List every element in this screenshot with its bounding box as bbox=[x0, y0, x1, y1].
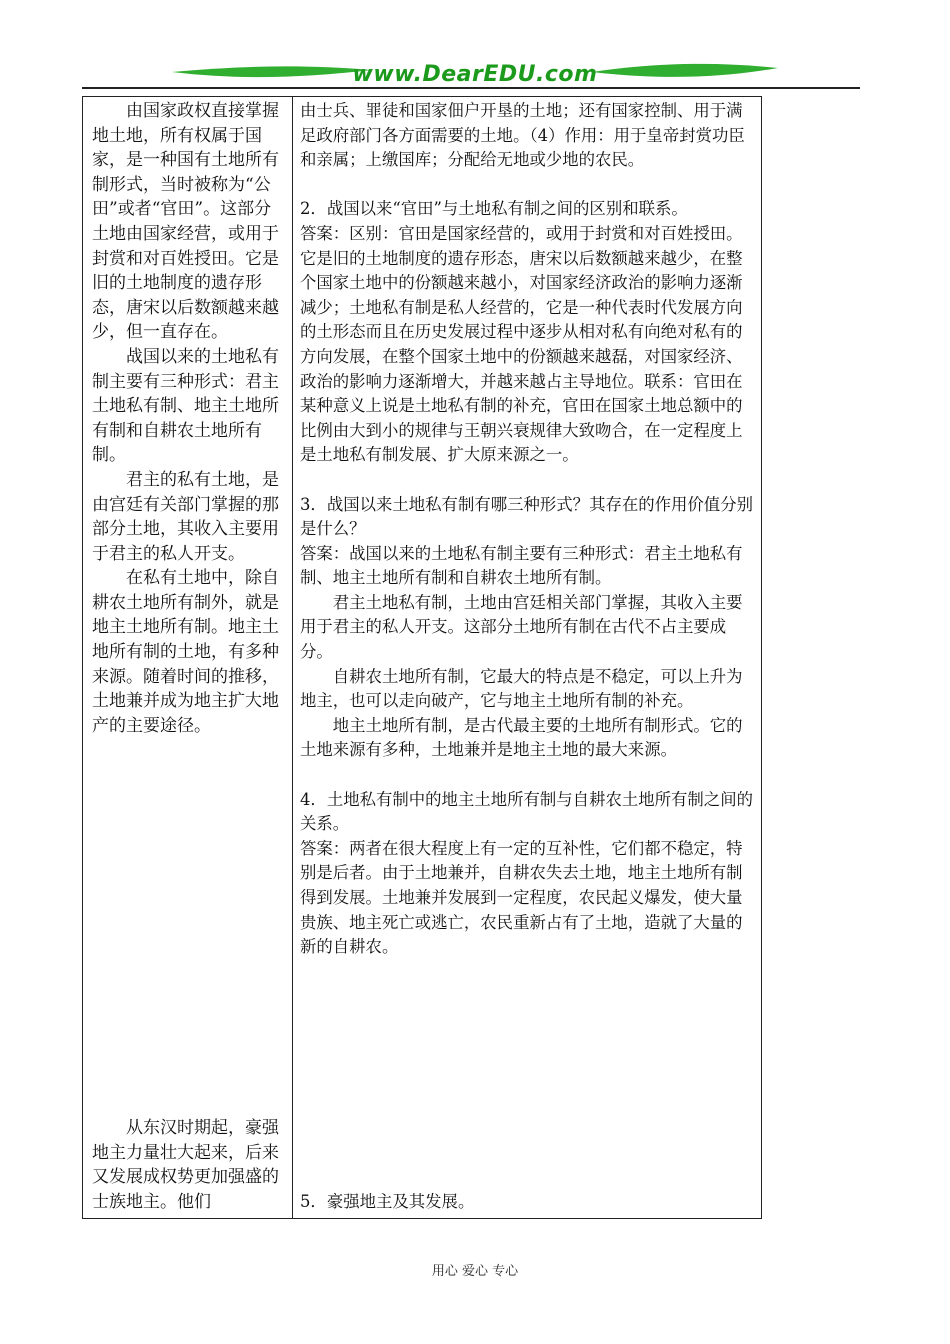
answer-3-para-2: 自耕农土地所有制，它最大的特点是不稳定，可以上升为地主，也可以走向破产，它与地主土地所有制的补充。 bbox=[300, 666, 743, 711]
answer-continuation: 由士兵、罪徒和国家佃户开垦的土地；还有国家控制、用于满足政府部门各方面需要的土地。（4）作用：用于皇帝封赏功臣和亲属；上缴国库；分配给无地或少地的农民。 bbox=[300, 101, 745, 170]
page-footer: 用心 爱心 专心 bbox=[431, 1264, 519, 1279]
question-2: 2．战国以来“官田”与土地私有制之间的区别和联系。 bbox=[300, 199, 688, 219]
answer-3-para-1: 君主土地私有制，土地由宫廷相关部门掌握，其收入主要用于君主的私人开支。这部分土地所有制在古代不占主要成分。 bbox=[300, 592, 743, 662]
header-rule bbox=[82, 87, 860, 89]
left-paragraph-1: 由国家政权直接掌握地土地，所有权属于国家，是一种国有土地所有制形式，当时被称为“公田”或者“官田”。这部分土地由国家经营，或用于封赏和对百姓授田。它是旧的土地制度的遗存形态，唐宋以后数额越来越少，但一直存在。 bbox=[92, 101, 279, 343]
right-bottom bbox=[300, 1190, 758, 1215]
left-paragraph-2: 战国以来的土地私有制主要有三种形式：君主土地私有制、地主土地所有制和自耕农土地所有制。 bbox=[92, 346, 279, 466]
page-header bbox=[0, 0, 950, 100]
left-paragraph-4: 在私有土地中，除自耕农土地所有制外，就是地主土地所有制。地主土地所有制的土地，有多种来源。随着时间的推移，土地兼并成为地主扩大地产的主要途径。 bbox=[92, 568, 279, 736]
question-4: 4．土地私有制中的地主土地所有制与自耕农土地所有制之间的关系。 bbox=[300, 789, 753, 834]
left-paragraph-5: 从东汉时期起，豪强地主力量壮大起来，后来又发展成权势更加强盛的士族地主。他们 bbox=[92, 1118, 279, 1212]
question-5: 5．豪强地主及其发展。 bbox=[300, 1192, 475, 1211]
left-column bbox=[92, 99, 285, 738]
left-bottom-paragraph bbox=[92, 1116, 285, 1214]
answer-3-para-3: 地主土地所有制，是古代最主要的土地所有制形式。它的土地来源有多种，土地兼并是地主土地的最大来源。 bbox=[300, 715, 743, 760]
answer-2: 答案：区别：官田是国家经营的，或用于封赏和对百姓授田。它是旧的土地制度的遗存形态，唐宋以后数额越来越少，在整个国家土地中的份额越来越小，对国家经济政治的影响力逐渐减少；土地私有制是私人经营的，它是一种代表时代发展方向的土形态而且在历史发展过程中逐步从相对私有向绝对私有的方向发展，在整个国家土地中的份额越来越磊，对国家经济、政治的影响力逐渐增大，并越来越占主导地位。联系：官田在某种意义上说是土地私有制的补充，官田在国家土地总额中的比例由大到小的规律与王朝兴衰规律大致吻合，在一定程度上是土地私有制发展、扩大原来源之一。 bbox=[300, 223, 743, 465]
site-logo-text[interactable]: www.DearEDU.com bbox=[352, 62, 598, 87]
right-column bbox=[300, 99, 758, 960]
left-paragraph-3: 君主的私有土地，是由宫廷有关部门掌握的那部分土地，其收入主要用于君主的私人开支。 bbox=[92, 469, 279, 564]
question-3: 3．战国以来土地私有制有哪三种形式？其存在的作用价值分别是什么？ bbox=[300, 494, 753, 539]
answer-3: 答案：战国以来的土地私有制主要有三种形式：君主土地私有制、地主土地所有制和自耕农土地所有制。 bbox=[300, 543, 743, 588]
content-table bbox=[82, 96, 762, 1219]
column-divider bbox=[292, 97, 293, 1218]
answer-4: 答案：两者在很大程度上有一定的互补性，它们都不稳定，特别是后者。由于土地兼并，自耕农失去土地，地主土地所有制得到发展。土地兼并发展到一定程度，农民起义爆发，使大量贵族、地主死亡或逃亡，农民重新占有了土地，造就了大量的新的自耕农。 bbox=[300, 838, 743, 957]
